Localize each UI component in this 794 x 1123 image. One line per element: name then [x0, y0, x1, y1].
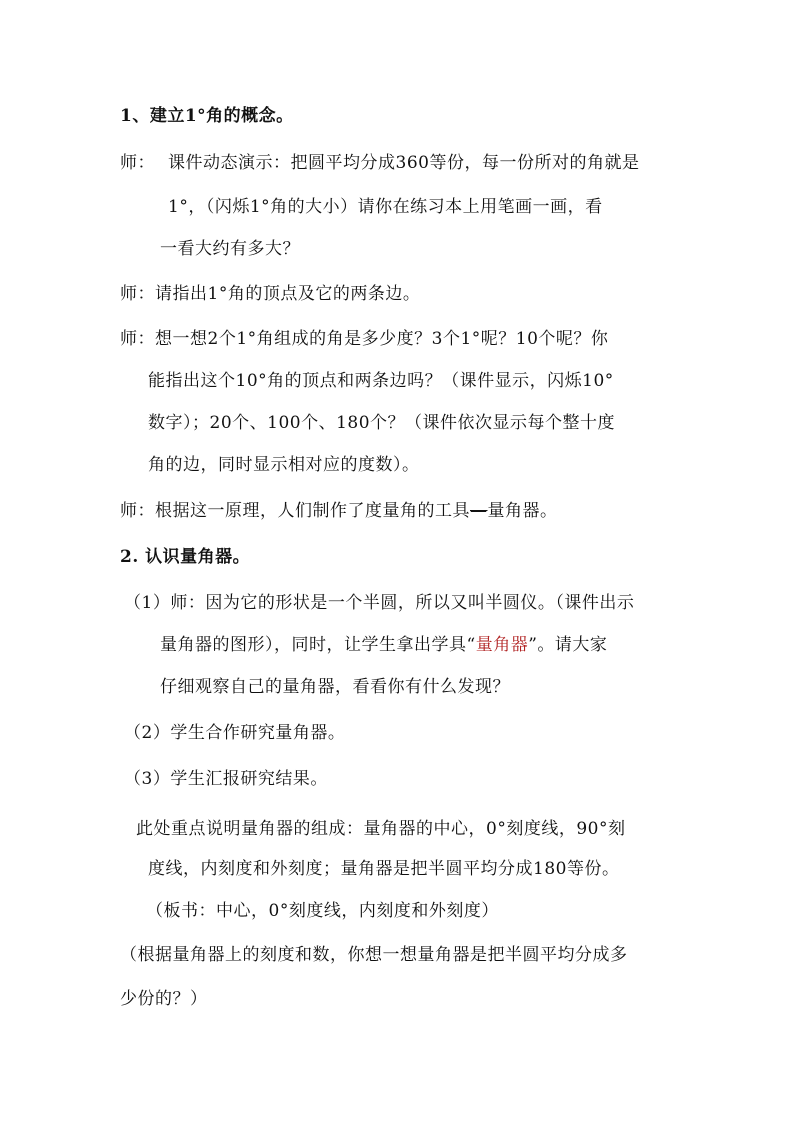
list-item: （1）师：因为它的形状是一个半圆，所以又叫半圆仪。（课件出示 [124, 593, 635, 613]
paragraph-text: 师：根据这一原理，人们制作了度量角的工具 [120, 501, 470, 521]
paragraph-line: 课件动态演示：把圆平均分成360等份，每一份所对的角就是 [168, 153, 640, 173]
note-line: （板书：中心，0°刻度线，内刻度和外刻度） [146, 901, 499, 921]
paragraph-text: ”。请大家 [528, 635, 608, 655]
list-item: （3）学生汇报研究结果。 [124, 769, 328, 789]
list-item: （2）学生合作研究量角器。 [124, 723, 346, 743]
highlighted-term: 量角器 [475, 635, 529, 655]
paragraph-line [120, 500, 558, 522]
paragraph-line: 能指出这个10°角的顶点和两条边吗？（课件显示，闪烁10° [148, 371, 614, 391]
paragraph-line: 师：请指出1°角的顶点及它的两条边。 [120, 284, 421, 304]
struck-dash: — [470, 501, 488, 521]
paragraph-text: 量角器的图形），同时，让学生拿出学具“ [160, 635, 476, 655]
section2-heading: 2. 认识量角器。 [120, 547, 251, 567]
note-line: 度线，内刻度和外刻度；量角器是把半圆平均分成180等份。 [148, 859, 620, 879]
question-line: 少份的？） [120, 989, 208, 1009]
paragraph-text: 量角器。 [487, 501, 558, 521]
list-item-line [160, 634, 607, 656]
teacher-label: 师： [120, 153, 155, 173]
list-item-line: 仔细观察自己的量角器，看看你有什么发现？ [160, 677, 510, 697]
paragraph-line: 角的边，同时显示相对应的度数）。 [148, 455, 420, 475]
paragraph-line: 数字）；20个、100个、180个？（课件依次显示每个整十度 [148, 413, 616, 433]
note-line: 此处重点说明量角器的组成：量角器的中心，0°刻度线，90°刻 [136, 819, 626, 839]
paragraph-line: 1°，（闪烁1°角的大小）请你在练习本上用笔画一画，看 [168, 197, 603, 217]
section1-heading: 1、建立1°角的概念。 [120, 106, 294, 126]
question-line: （根据量角器上的刻度和数，你想一想量角器是把半圆平均分成多 [120, 945, 628, 965]
paragraph-line: 一看大约有多大？ [160, 239, 300, 259]
paragraph-line: 师：想一想2个1°角组成的角是多少度？3个1°呢？10个呢？你 [120, 329, 609, 349]
